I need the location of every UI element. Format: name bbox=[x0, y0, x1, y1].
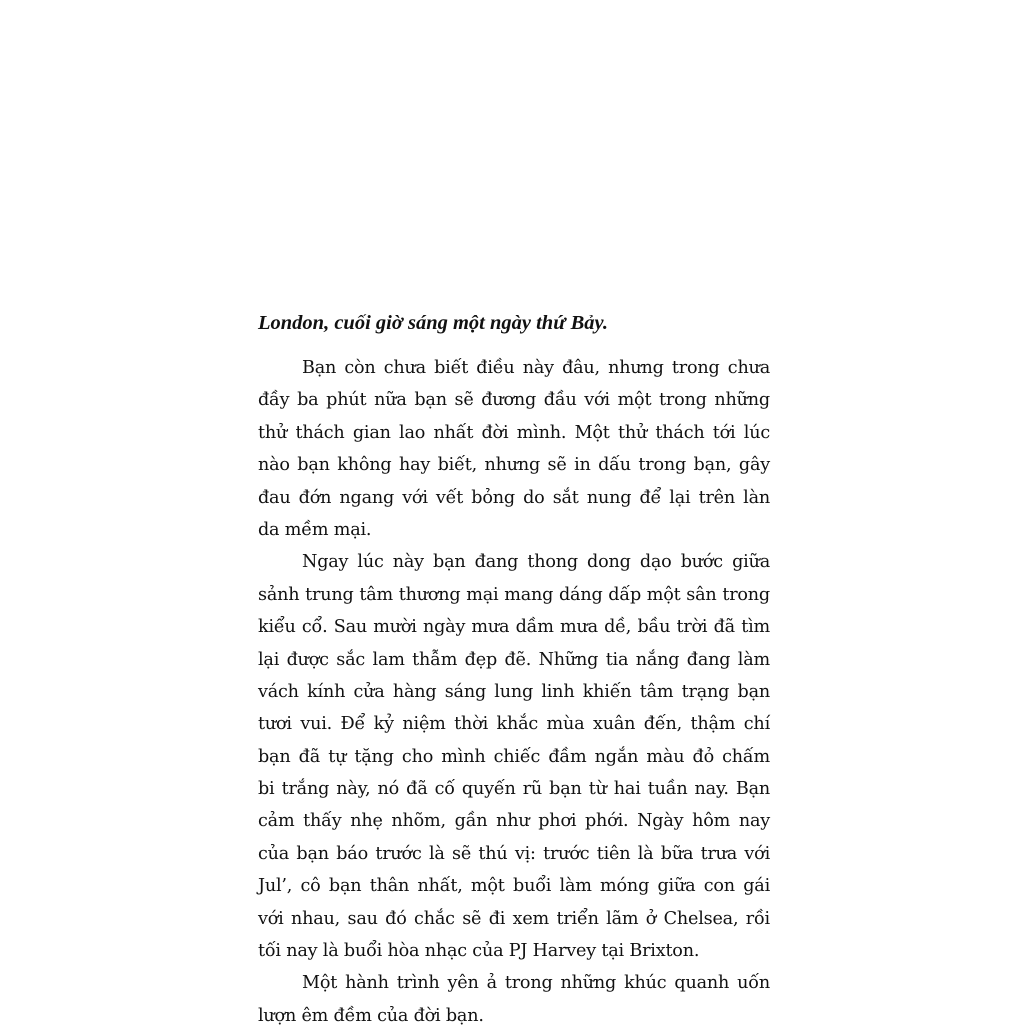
text-block bbox=[258, 308, 770, 1032]
paragraph-3 bbox=[258, 967, 770, 1032]
text-line: Bạn còn chưa biết điều này đâu, nhưng trong chưa bbox=[302, 358, 770, 378]
text-line: Jul’, cô bạn thân nhất, một buổi làm móng giữa con gái bbox=[258, 876, 770, 897]
text-line: lại được sắc lam thẫm đẹp đẽ. Những tia nắng đang làm bbox=[258, 649, 770, 670]
text-line: sảnh trung tâm thương mại mang dáng dấp một sân trong bbox=[258, 584, 770, 605]
text-line: nào bạn không hay biết, nhưng sẽ in dấu trong bạn, gây bbox=[258, 455, 770, 476]
text-line: bạn đã tự tặng cho mình chiếc đầm ngắn màu đỏ chấm bbox=[258, 746, 770, 767]
chapter-heading: London, cuối giờ sáng một ngày thứ Bảy. bbox=[258, 312, 609, 334]
paragraph-2 bbox=[258, 546, 770, 967]
paragraph-1 bbox=[258, 352, 770, 546]
text-line: vách kính cửa hàng sáng lung linh khiến tâm trạng bạn bbox=[258, 681, 770, 702]
text-line: lượn êm đềm của đời bạn. bbox=[258, 1005, 484, 1026]
text-line: Một hành trình yên ả trong những khúc quanh uốn bbox=[302, 973, 770, 994]
text-line: tươi vui. Để kỷ niệm thời khắc mùa xuân đến, thậm chí bbox=[258, 714, 770, 735]
text-line: cảm thấy nhẹ nhõm, gần như phơi phới. Ngày hôm nay bbox=[258, 811, 770, 832]
text-line: đau đớn ngang với vết bỏng do sắt nung để lại trên làn bbox=[258, 487, 770, 508]
text-line: Ngay lúc này bạn đang thong dong dạo bước giữa bbox=[302, 552, 770, 573]
text-line: của bạn báo trước là sẽ thú vị: trước tiên là bữa trưa với bbox=[258, 843, 770, 864]
text-line: kiểu cổ. Sau mười ngày mưa dầm mưa dề, bầu trời đã tìm bbox=[258, 617, 770, 638]
text-line: với nhau, sau đó chắc sẽ đi xem triển lãm ở Chelsea, rồi bbox=[258, 908, 770, 929]
text-line: tối nay là buổi hòa nhạc của PJ Harvey tại Brixton. bbox=[258, 941, 700, 962]
text-line: đầy ba phút nữa bạn sẽ đương đầu với một trong những bbox=[258, 390, 770, 411]
text-line: bi trắng này, nó đã cố quyến rũ bạn từ hai tuần nay. Bạn bbox=[258, 779, 770, 800]
text-line: da mềm mại. bbox=[258, 519, 372, 540]
text-line: thử thách gian lao nhất đời mình. Một thử thách tới lúc bbox=[258, 422, 770, 443]
